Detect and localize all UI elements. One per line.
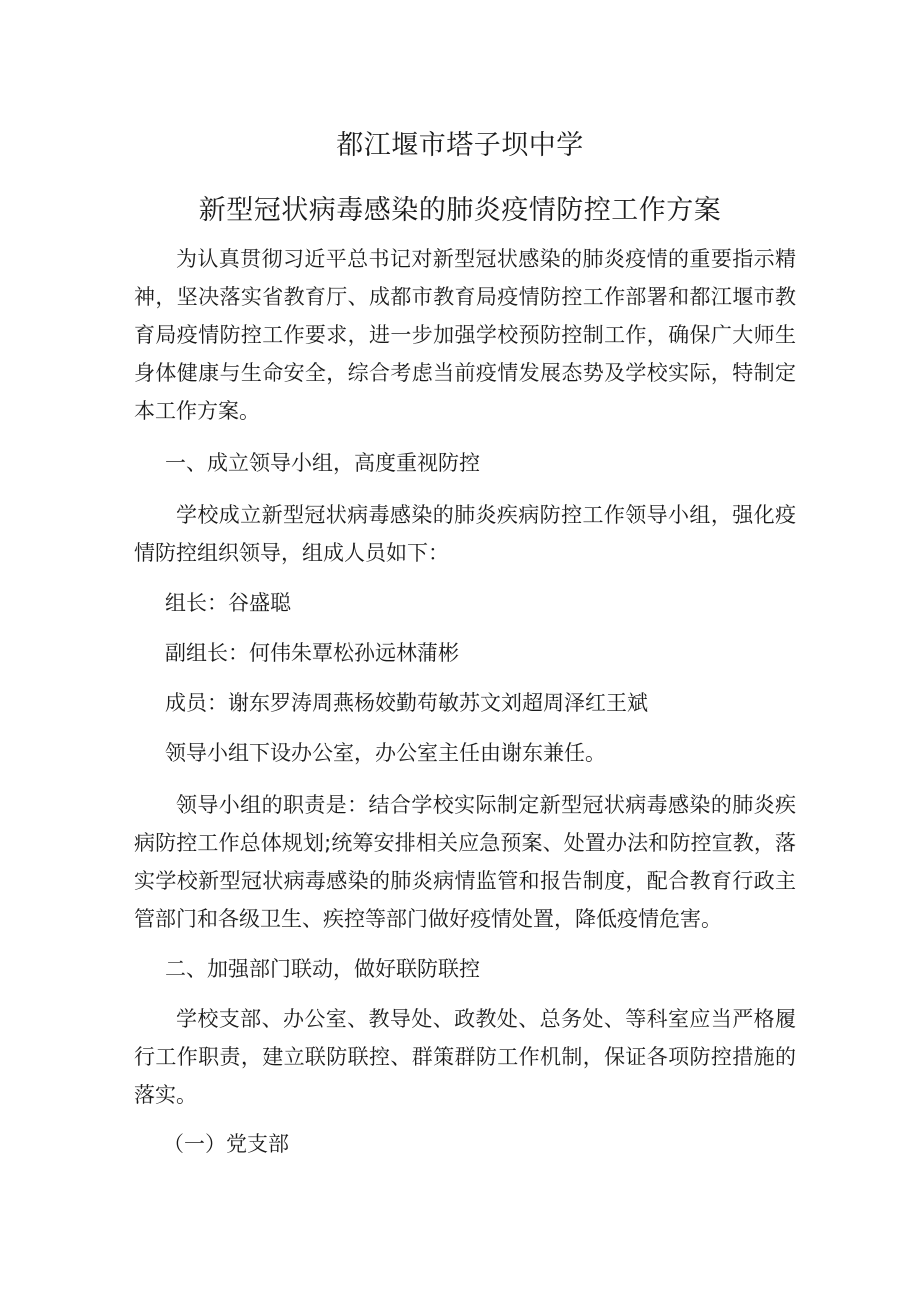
members-line: 成员：谢东罗涛周燕杨姣勤苟敏苏文刘超周泽红王斌 <box>165 691 648 715</box>
subsection-1-heading: （一）党支部 <box>163 1132 289 1156</box>
section-2-heading: 二、加强部门联动，做好联防联控 <box>165 957 480 981</box>
intro-paragraph: 为认真贯彻习近平总书记对新型冠状感染的肺炎疫情的重要指示精神，坚决落实省教育厅、成都市教育局疫情防控工作部署和都江堰市教育局疫情防控工作要求，进一步加强学校预防控制工作，确保广大师生身体健康与生命安全，综合考虑当前疫情发展态势及学校实际，特制定本工作方案。 <box>134 247 796 423</box>
section-2-paragraph: 学校支部、办公室、教导处、政教处、总务处、等科室应当严格履行工作职责，建立联防联控、群策群防工作机制，保证各项防控措施的落实。 <box>134 1007 796 1107</box>
leader-line: 组长：谷盛聪 <box>165 591 291 615</box>
school-title: 都江堰市塔子坝中学 <box>336 130 584 161</box>
plan-title: 新型冠状病毒感染的肺炎疫情防控工作方案 <box>198 195 722 226</box>
vice-leaders-line: 副组长：何伟朱覃松孙远林蒲彬 <box>165 641 459 665</box>
section-1-heading: 一、成立领导小组，高度重视防控 <box>165 451 480 475</box>
duties-paragraph: 领导小组的职责是：结合学校实际制定新型冠状病毒感染的肺炎疾病防控工作总体规划;统筹安排相关应急预案、处置办法和防控宣教，落实学校新型冠状病毒感染的肺炎病情监管和报告制度，配合教育行政主管部门和各级卫生、疾控等部门做好疫情处置，降低疫情危害。 <box>134 793 796 931</box>
section-1-paragraph: 学校成立新型冠状病毒感染的肺炎疾病防控工作领导小组，强化疫情防控组织领导，组成人员如下： <box>134 503 796 565</box>
office-line: 领导小组下设办公室，办公室主任由谢东兼任。 <box>165 741 606 765</box>
